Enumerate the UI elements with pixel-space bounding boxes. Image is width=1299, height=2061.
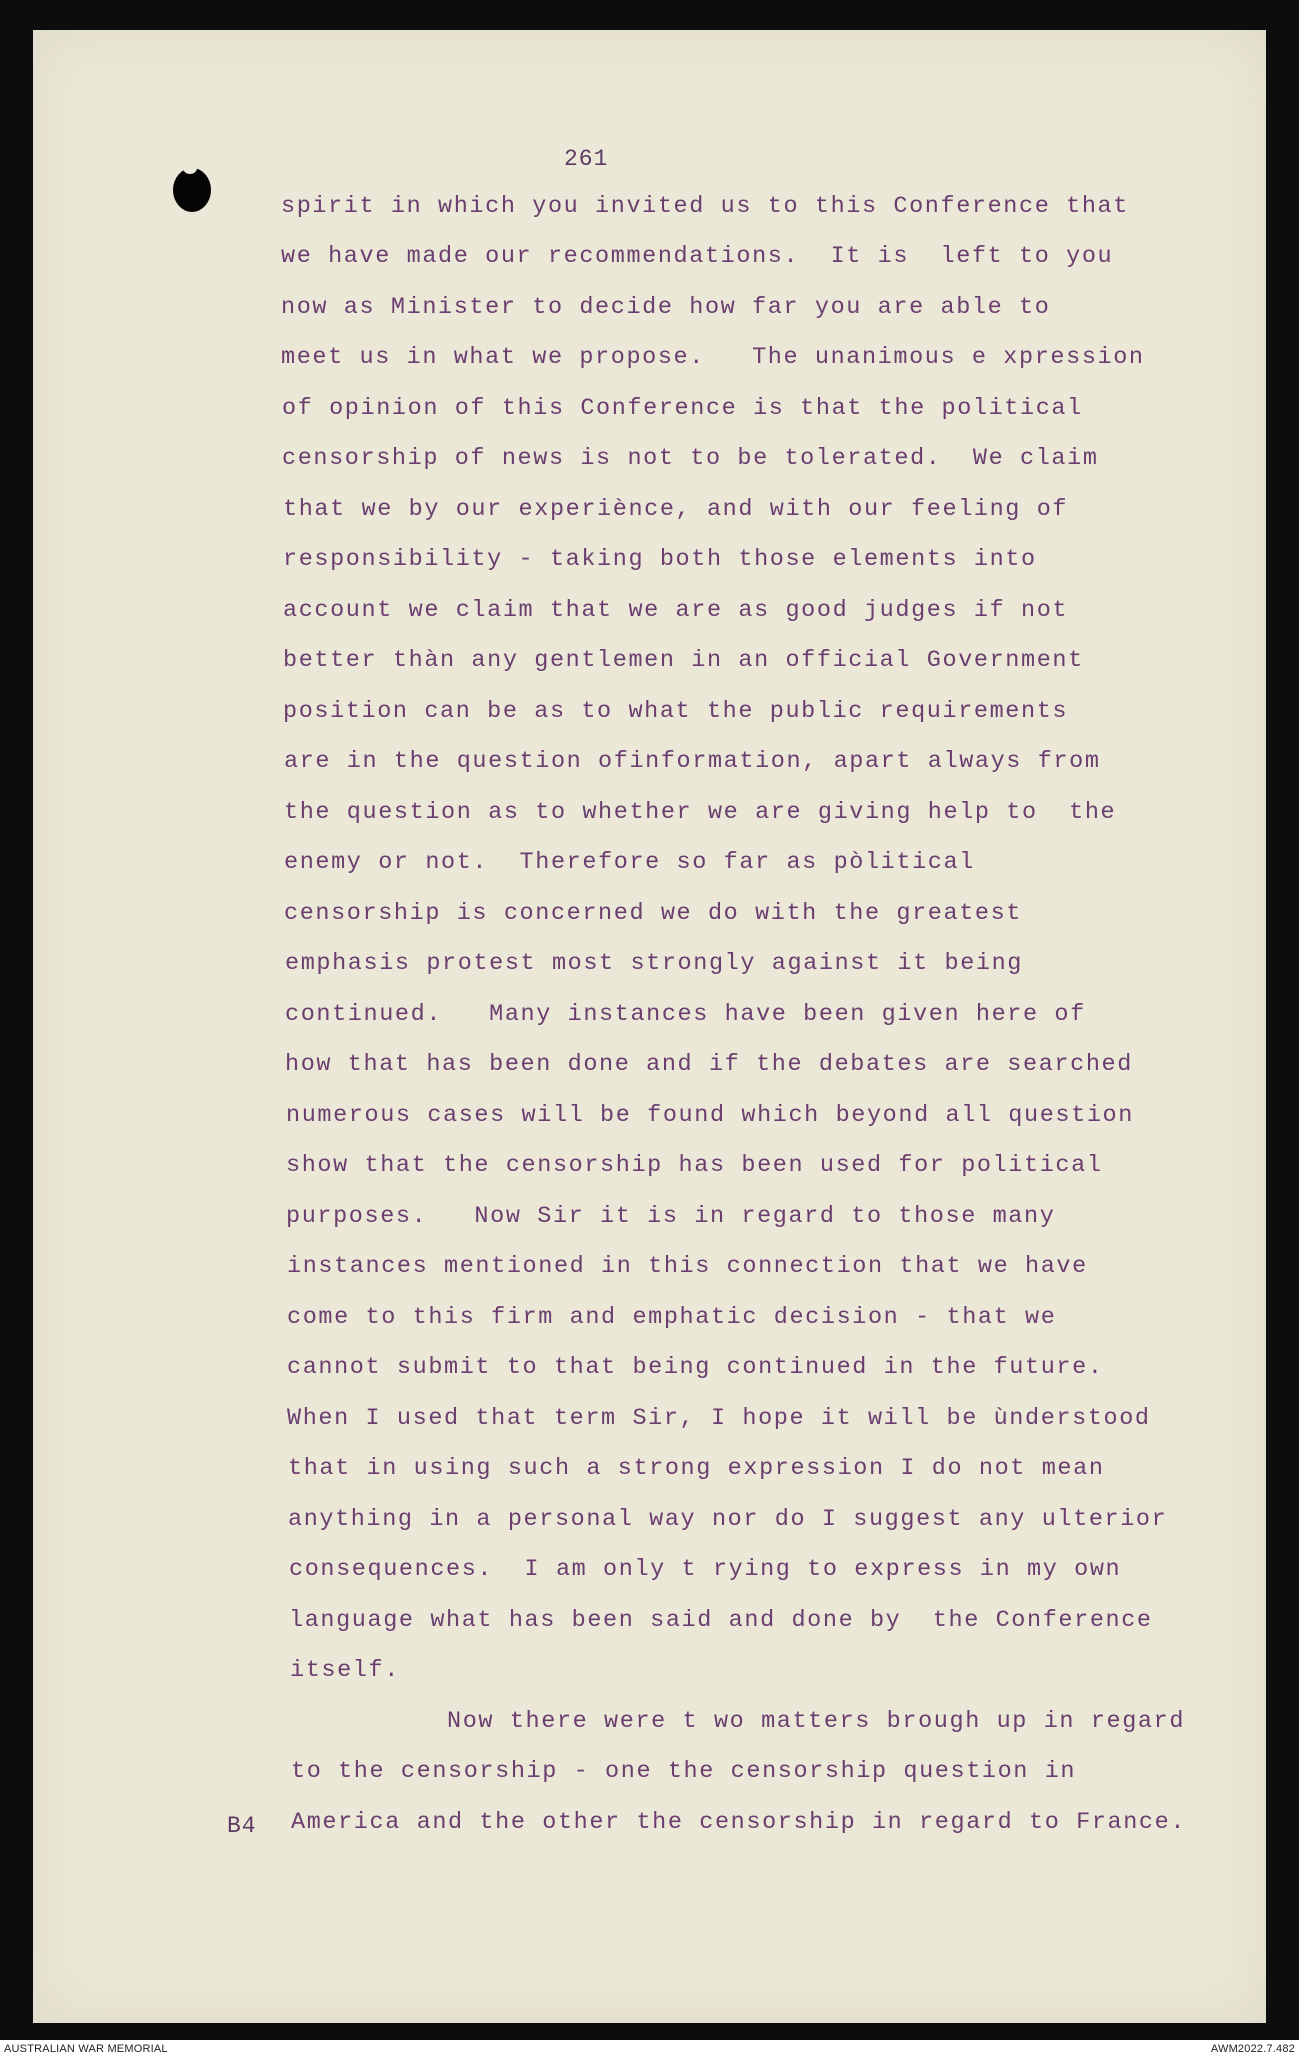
text-line: responsibility - taking both those elements into — [283, 546, 1037, 573]
text-line: of opinion of this Conference is that the political — [282, 395, 1083, 422]
text-line: the question as to whether we are giving help to the — [284, 799, 1117, 826]
footer-reference: AWM2022.7.482 — [1210, 2043, 1295, 2055]
text-line: that in using such a strong expression I do not mean — [288, 1455, 1105, 1482]
text-line: spirit in which you invited us to this Conference that — [281, 193, 1129, 220]
text-line: enemy or not. Therefore so far as pòlitical — [284, 849, 975, 876]
text-line: how that has been done and if the debates are searched — [285, 1051, 1133, 1078]
text-line: instances mentioned in this connection that we have — [287, 1253, 1088, 1280]
text-line: Now there were t wo matters brough up in regard — [290, 1708, 1186, 1735]
footer-institution: AUSTRALIAN WAR MEMORIAL — [4, 2043, 168, 2055]
text-line: itself. — [290, 1657, 400, 1684]
text-line: position can be as to what the public requirements — [283, 698, 1069, 725]
text-line: continued. Many instances have been given here of — [285, 1001, 1086, 1028]
text-line: censorship of news is not to be tolerated. We claim — [282, 445, 1099, 472]
text-line: numerous cases will be found which beyond all question — [286, 1102, 1134, 1129]
archive-footer — [0, 2040, 1299, 2061]
text-line: now as Minister to decide how far you are able to — [281, 294, 1051, 321]
margin-annotation: B4 — [227, 1813, 257, 1839]
text-line: that we by our experiènce, and with our feeling of — [283, 496, 1069, 523]
text-line: come to this firm and emphatic decision - that we — [287, 1304, 1057, 1331]
text-line: are in the question ofinformation, apart always from — [284, 748, 1101, 775]
text-line: anything in a personal way nor do I suggest any ulterior — [288, 1506, 1168, 1533]
text-line: we have made our recommendations. It is left to you — [281, 243, 1114, 270]
text-line: America and the other the censorship in regard to France. — [291, 1809, 1187, 1836]
text-line: to the censorship - one the censorship question in — [291, 1758, 1077, 1785]
page-number: 261 — [564, 146, 609, 172]
text-line: account we claim that we are as good judges if not — [283, 597, 1069, 624]
text-line: cannot submit to that being continued in the future. — [287, 1354, 1104, 1381]
text-line: emphasis protest most strongly against it being — [285, 950, 1024, 977]
text-line: censorship is concerned we do with the greatest — [284, 900, 1023, 927]
text-line: show that the censorship has been used for political — [286, 1152, 1103, 1179]
text-line: language what has been said and done by the Conference — [289, 1607, 1153, 1634]
text-line: meet us in what we propose. The unanimous e xpression — [281, 344, 1145, 371]
text-line: purposes. Now Sir it is in regard to those many — [286, 1203, 1056, 1230]
text-line: consequences. I am only t rying to express in my own — [289, 1556, 1122, 1583]
text-line: better thàn any gentlemen in an official Government — [283, 647, 1084, 674]
text-line: When I used that term Sir, I hope it will be ùnderstood — [287, 1405, 1151, 1432]
